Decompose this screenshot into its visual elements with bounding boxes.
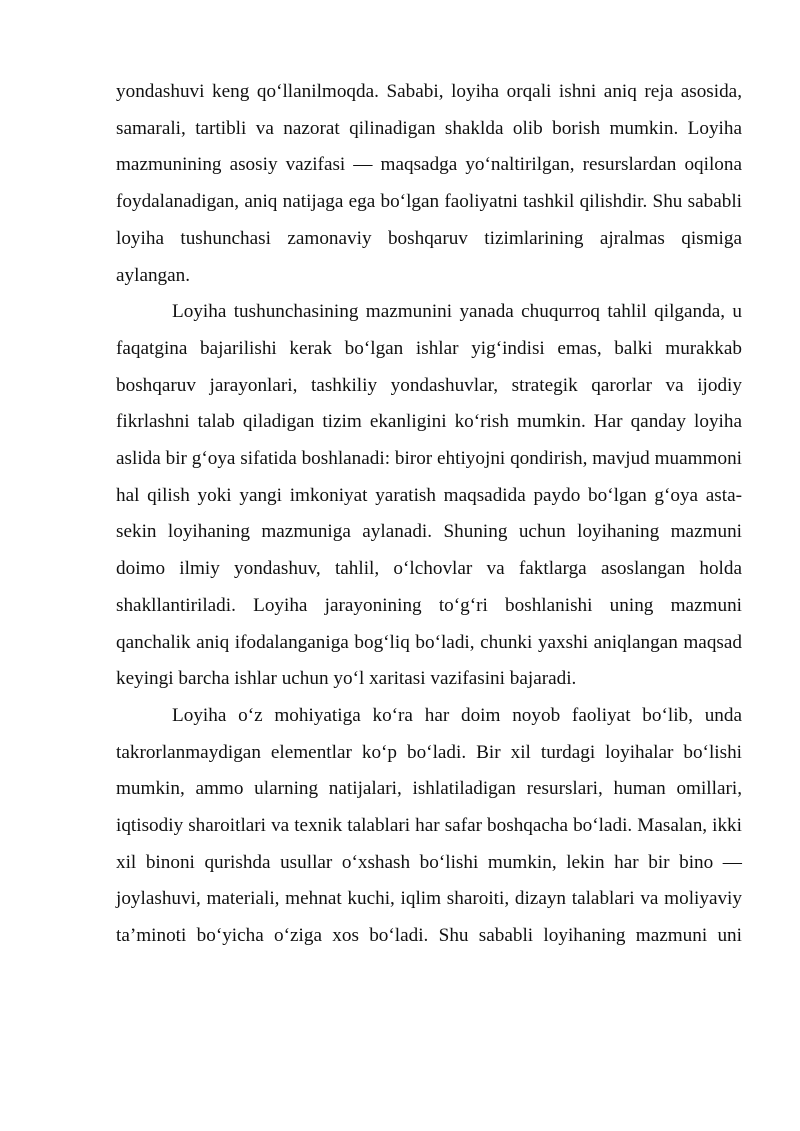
- paragraph-2: Loyiha tushunchasining mazmunini yanada chuqurroq tahlil qilganda, u faqatgina bajarilishi kerak bo‘lgan ishlar yig‘indisi emas, balki murakkab boshqaruv jarayonlari, tashkiliy yondashuvlar, strategik qarorlar va ijodiy fikrlashni talab qiladigan tizim ekanligini ko‘rish mumkin. Har qanday loyiha aslida bir g‘oya sifatida boshlanadi: biror ehtiyojni qondirish, mavjud muammoni hal qilish yoki yangi imkoniyat yaratish maqsadida paydo bo‘lgan g‘oya asta-sekin loyihaning mazmuniga aylanadi. Shuning uchun loyihaning mazmuni doimo ilmiy yondashuv, tahlil, o‘lchovlar va faktlarga asoslangan holda shakllantiriladi. Loyiha jarayonining to‘g‘ri boshlanishi uning mazmuni qanchalik aniq ifodalanganiga bog‘liq bo‘ladi, chunki yaxshi aniqlangan maqsad keyingi barcha ishlar uchun yo‘l xaritasi vazifasini bajaradi.: [116, 301, 742, 690]
- paragraph-3: Loyiha o‘z mohiyatiga ko‘ra har doim noyob faoliyat bo‘lib, unda takrorlanmaydigan elementlar ko‘p bo‘ladi. Bir xil turdagi loyihalar bo‘lishi mumkin, ammo ularning natijalari, ishlatiladigan resurslari, human omillari, iqtisodiy sharoitlari va texnik talablari har safar boshqacha bo‘ladi. Masalan, ikki xil binoni qurishda usullar o‘xshash bo‘lishi mumkin, lekin har bir bino — joylashuvi, materiali, mehnat kuchi, iqlim sharoiti, dizayn talablari va moliyaviy ta’minoti bo‘yicha o‘ziga xos bo‘ladi. Shu sababli loyihaning mazmuni uni: [116, 704, 742, 947]
- paragraph-1: yondashuvi keng qo‘llanilmoqda. Sababi, loyiha orqali ishni aniq reja asosida, samarali, tartibli va nazorat qilinadigan shaklda olib borish mumkin. Loyiha mazmunining asosiy vazifasi — maqsadga yo‘naltirilgan, resurslardan oqilona foydalanadigan, aniq natijaga ega bo‘lgan faoliyatni tashkil qilishdir. Shu sababli loyiha tushunchasi zamonaviy boshqaruv tizimlarining ajralmas qismiga aylangan.: [116, 81, 742, 286]
- document-page: [116, 74, 742, 955]
